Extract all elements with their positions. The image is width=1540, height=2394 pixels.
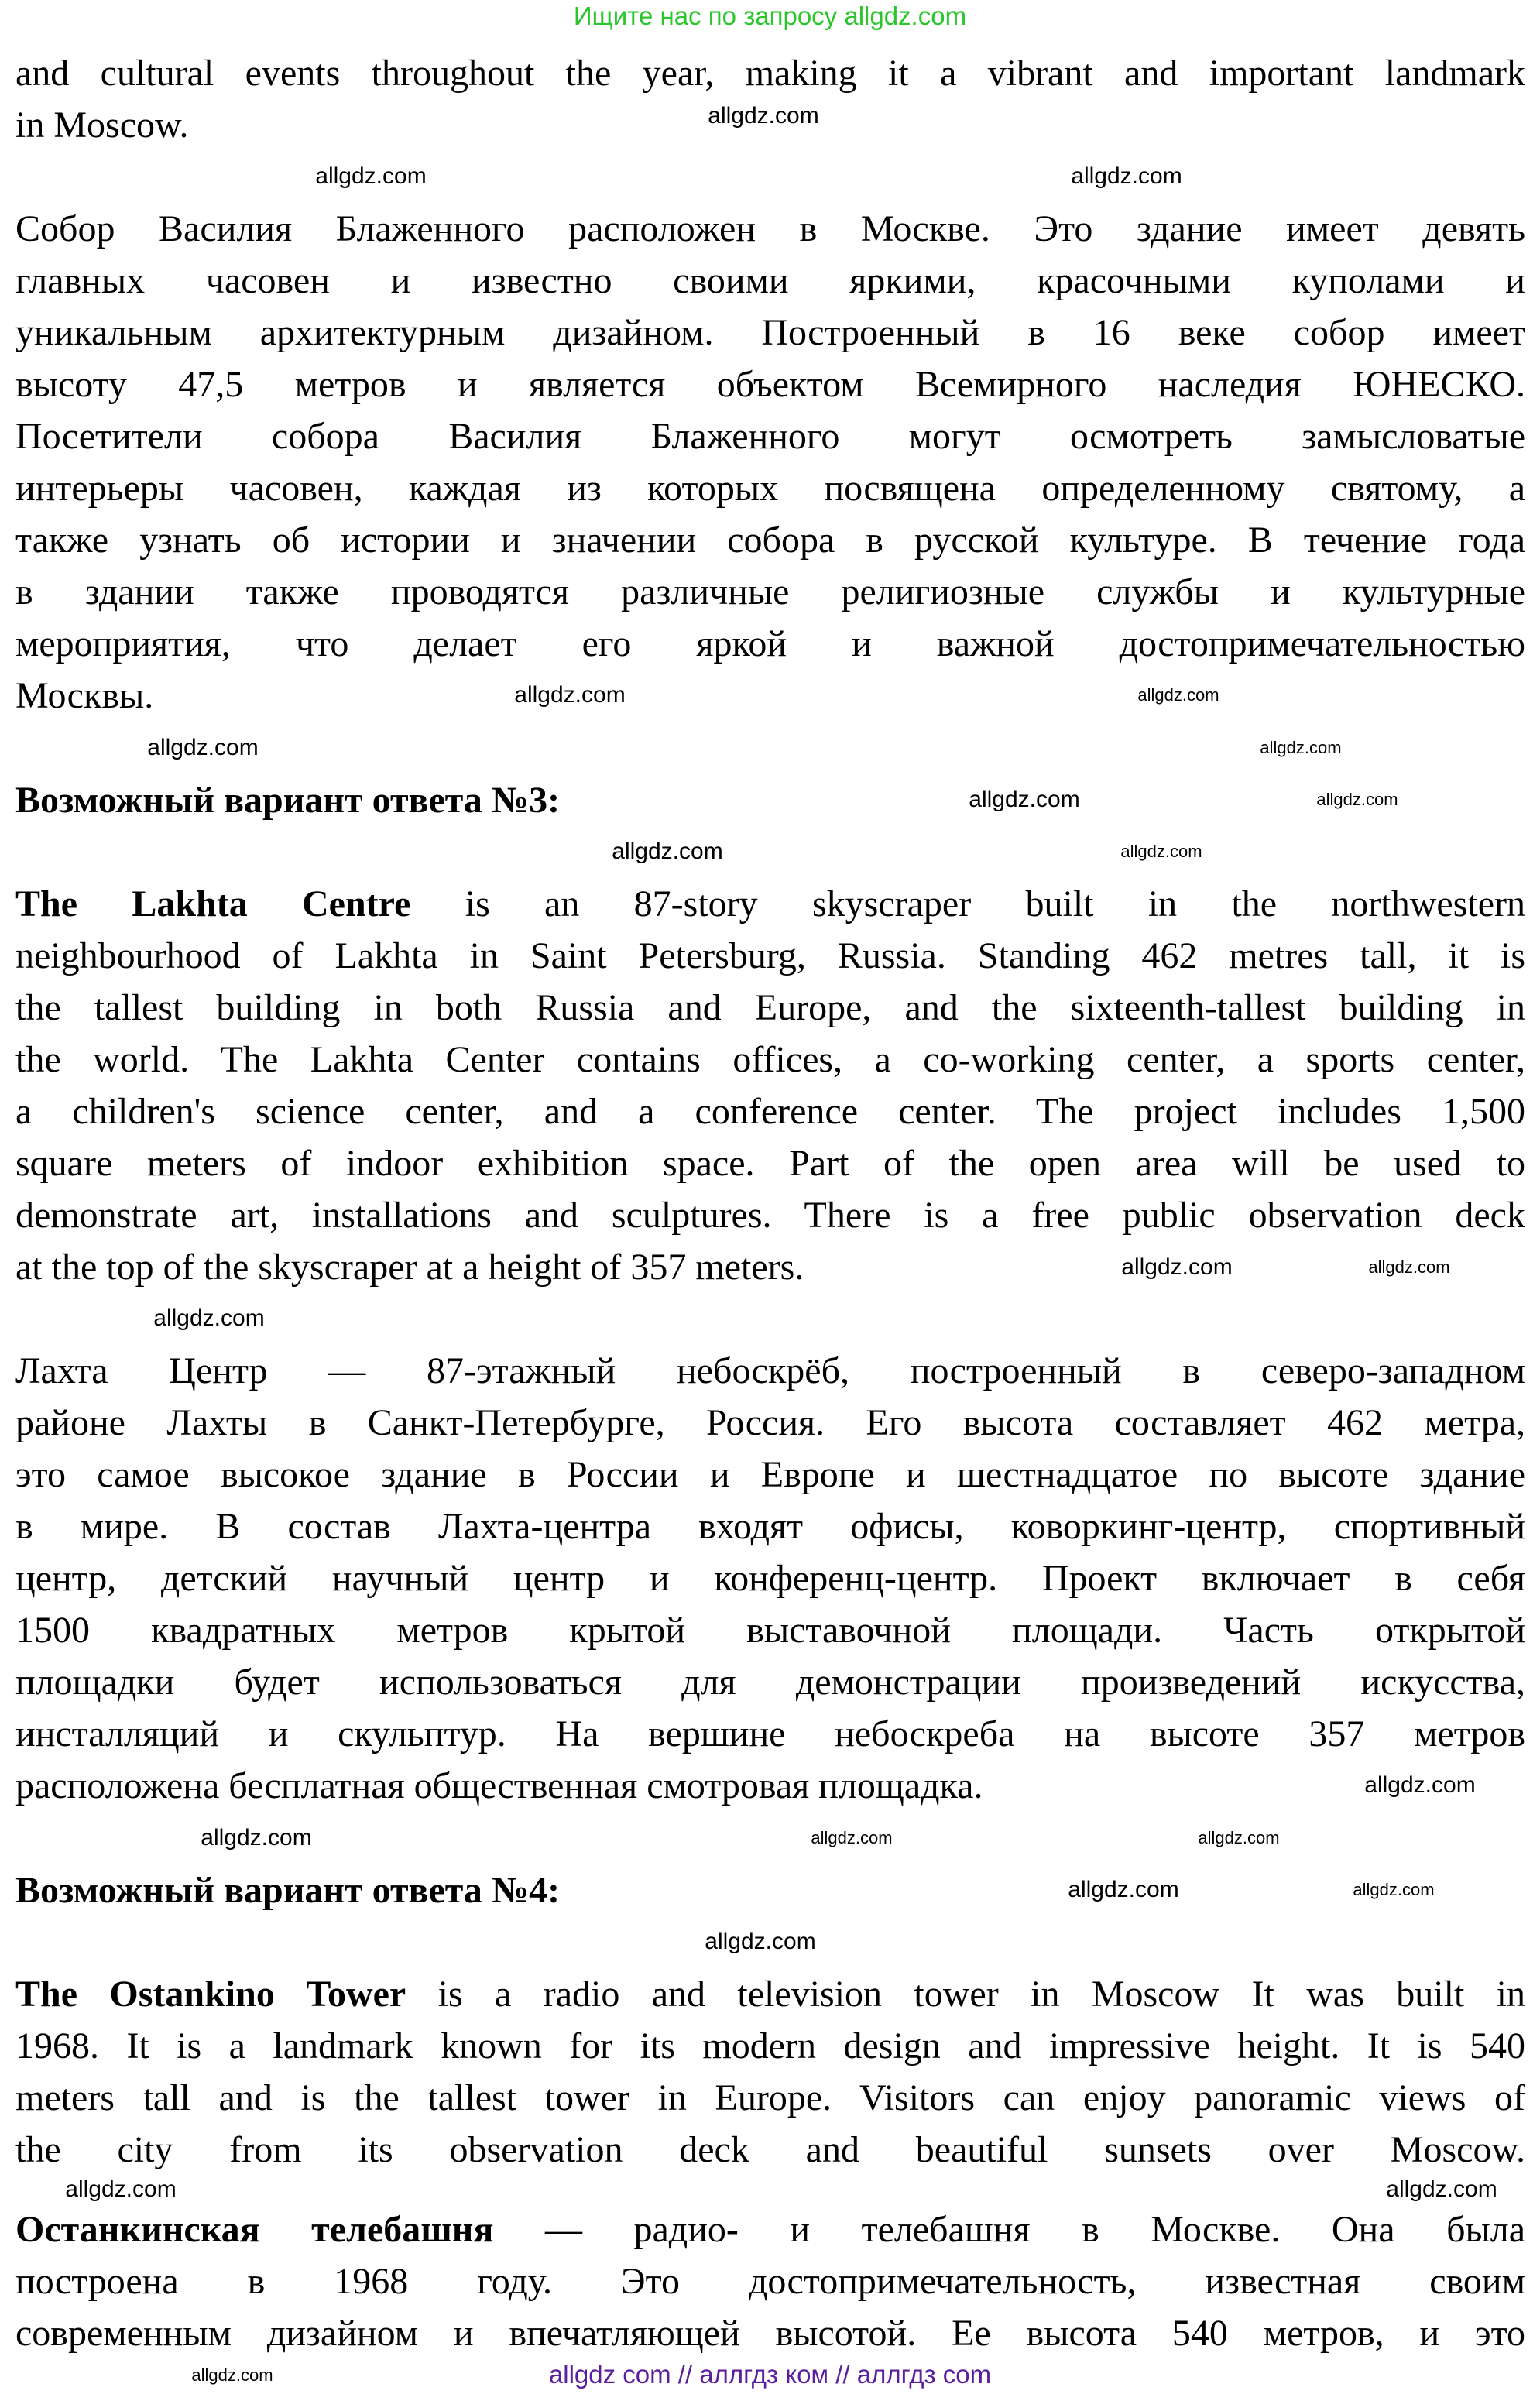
text-line: в мире. В состав Лахта-центра входят офисы, коворкинг-центр, спортивный [15, 1506, 1525, 1547]
watermark: allgdz.com [969, 787, 1080, 812]
bold-lead: Останкинская телебашня [15, 2209, 494, 2250]
text-line: площадки будет использоваться для демонстрации произведений искусства, [15, 1662, 1525, 1703]
text-line: Собор Василия Блаженного расположен в Москве. Это здание имеет девять [15, 208, 1525, 249]
watermark: allgdz.com [1386, 2176, 1497, 2202]
text-line: районе Лахты в Санкт-Петербурге, Россия. Его высота составляет 462 метра, [15, 1402, 1525, 1443]
heading-answer-4: Возможный вариант ответа №4: [15, 1870, 561, 1911]
watermark: allgdz.com [201, 1825, 312, 1850]
watermark: allgdz.com [1120, 842, 1202, 861]
text-line [15, 1968, 1525, 2020]
watermark: allgdz.com [147, 735, 259, 760]
watermark: allgdz.com [191, 2365, 273, 2385]
text-line: высоту 47,5 метров и является объектом Всемирного наследия ЮНЕСКО. [15, 364, 1525, 405]
watermark: allgdz.com [1353, 1880, 1435, 1899]
bold-lead: The Lakhta Centre [15, 883, 411, 924]
text-line: 1500 квадратных метров крытой выставочной площади. Часть открытой [15, 1610, 1525, 1651]
text-line: Посетители собора Василия Блаженного могут осмотреть замысловатые [15, 416, 1525, 457]
text-line: meters tall and is the tallest tower in Europe. Visitors can enjoy panoramic views of [15, 2077, 1525, 2118]
footer-banner: allgdz com // аллгдз ком // аллгдз com [548, 2360, 992, 2389]
text-line: a children's science center, and a conference center. The project includes 1,500 [15, 1091, 1525, 1132]
text-line [15, 2204, 1525, 2255]
text-line [15, 878, 1525, 930]
text-line: расположена бесплатная общественная смотровая площадка. [15, 1765, 983, 1806]
bold-lead: The Ostankino Tower [15, 1974, 406, 2015]
text-line: интерьеры часовен, каждая из которых посвящена определенному святому, а [15, 468, 1525, 509]
text-line: 1968. It is a landmark known for its modern design and impressive height. It is 540 [15, 2025, 1525, 2066]
text-line: современным дизайном и впечатляющей высотой. Ее высота 540 метров, и это [15, 2313, 1525, 2354]
text-line: the tallest building in both Russia and Europe, and the sixteenth-tallest building in [15, 987, 1525, 1028]
text-line: в здании также проводятся различные религиозные службы и культурные [15, 571, 1525, 612]
watermark: allgdz.com [708, 103, 819, 129]
watermark: allgdz.com [612, 839, 723, 864]
watermark: allgdz.com [1260, 738, 1342, 757]
text-line: at the top of the skyscraper at a height of 357 meters. [15, 1247, 804, 1288]
watermark: allgdz.com [1368, 1257, 1450, 1277]
text-line: также узнать об истории и значении собора в русской культуре. В течение года [15, 520, 1525, 561]
watermark: allgdz.com [705, 1929, 816, 1954]
text-line: demonstrate art, installations and sculptures. There is a free public observation deck [15, 1195, 1525, 1236]
text-line: and cultural events throughout the year, making it a vibrant and important landmark [15, 53, 1525, 94]
text-line: уникальным архитектурным дизайном. Построенный в 16 веке собор имеет [15, 312, 1525, 353]
paragraph-4 [15, 1345, 1525, 1812]
text-line: инсталляций и скульптур. На вершине небоскреба на высоте 357 метров [15, 1713, 1525, 1754]
watermark: allgdz.com [1121, 1254, 1233, 1280]
watermark: allgdz.com [1068, 1877, 1179, 1902]
text-segment: — радио- и телебашня в Москве. Она была [493, 2209, 1525, 2250]
text-line: Москвы. [15, 675, 154, 716]
text-line: square meters of indoor exhibition space. Part of the open area will be used to [15, 1143, 1525, 1184]
text-line: the world. The Lakhta Center contains offices, a co-working center, a sports center, [15, 1039, 1525, 1080]
text-segment: is an 87-story skyscraper built in the northwestern [410, 883, 1526, 924]
paragraph-2 [15, 203, 1525, 722]
text-line: это самое высокое здание в России и Европе и шестнадцатое по высоте здание [15, 1454, 1525, 1495]
text-line: мероприятия, что делает его яркой и важной достопримечательностью [15, 623, 1525, 664]
heading-answer-3: Возможный вариант ответа №3: [15, 780, 561, 821]
text-line: построена в 1968 году. Это достопримечательность, известная своим [15, 2261, 1525, 2302]
watermark: allgdz.com [1316, 790, 1398, 809]
paragraph-5 [15, 1968, 1525, 2176]
text-line: Лахта Центр — 87-этажный небоскрёб, построенный в северо-западном [15, 1350, 1525, 1391]
watermark: allgdz.com [315, 163, 427, 189]
text-line: in Moscow. [15, 105, 189, 146]
paragraph-3 [15, 878, 1525, 1293]
watermark: allgdz.com [1071, 163, 1182, 189]
watermark: allgdz.com [65, 2176, 177, 2202]
paragraph-6 [15, 2204, 1525, 2359]
header-banner: Ищите нас по запросу allgdz.com [573, 2, 967, 30]
paragraph-1 [15, 47, 1525, 151]
watermark: allgdz.com [811, 1828, 893, 1847]
watermark: allgdz.com [153, 1305, 265, 1331]
watermark: allgdz.com [514, 682, 626, 708]
watermark: allgdz.com [1198, 1828, 1280, 1847]
watermark: allgdz.com [1137, 685, 1219, 705]
text-line: the city from its observation deck and beautiful sunsets over Moscow. [15, 2129, 1525, 2170]
text-line: neighbourhood of Lakhta in Saint Petersburg, Russia. Standing 462 metres tall, it is [15, 935, 1525, 976]
text-line: главных часовен и известно своими яркими, красочными куполами и [15, 260, 1525, 301]
text-line: центр, детский научный центр и конференц-центр. Проект включает в себя [15, 1558, 1525, 1599]
watermark: allgdz.com [1364, 1772, 1476, 1798]
text-segment: is a radio and television tower in Moscow It was built in [406, 1974, 1526, 2015]
